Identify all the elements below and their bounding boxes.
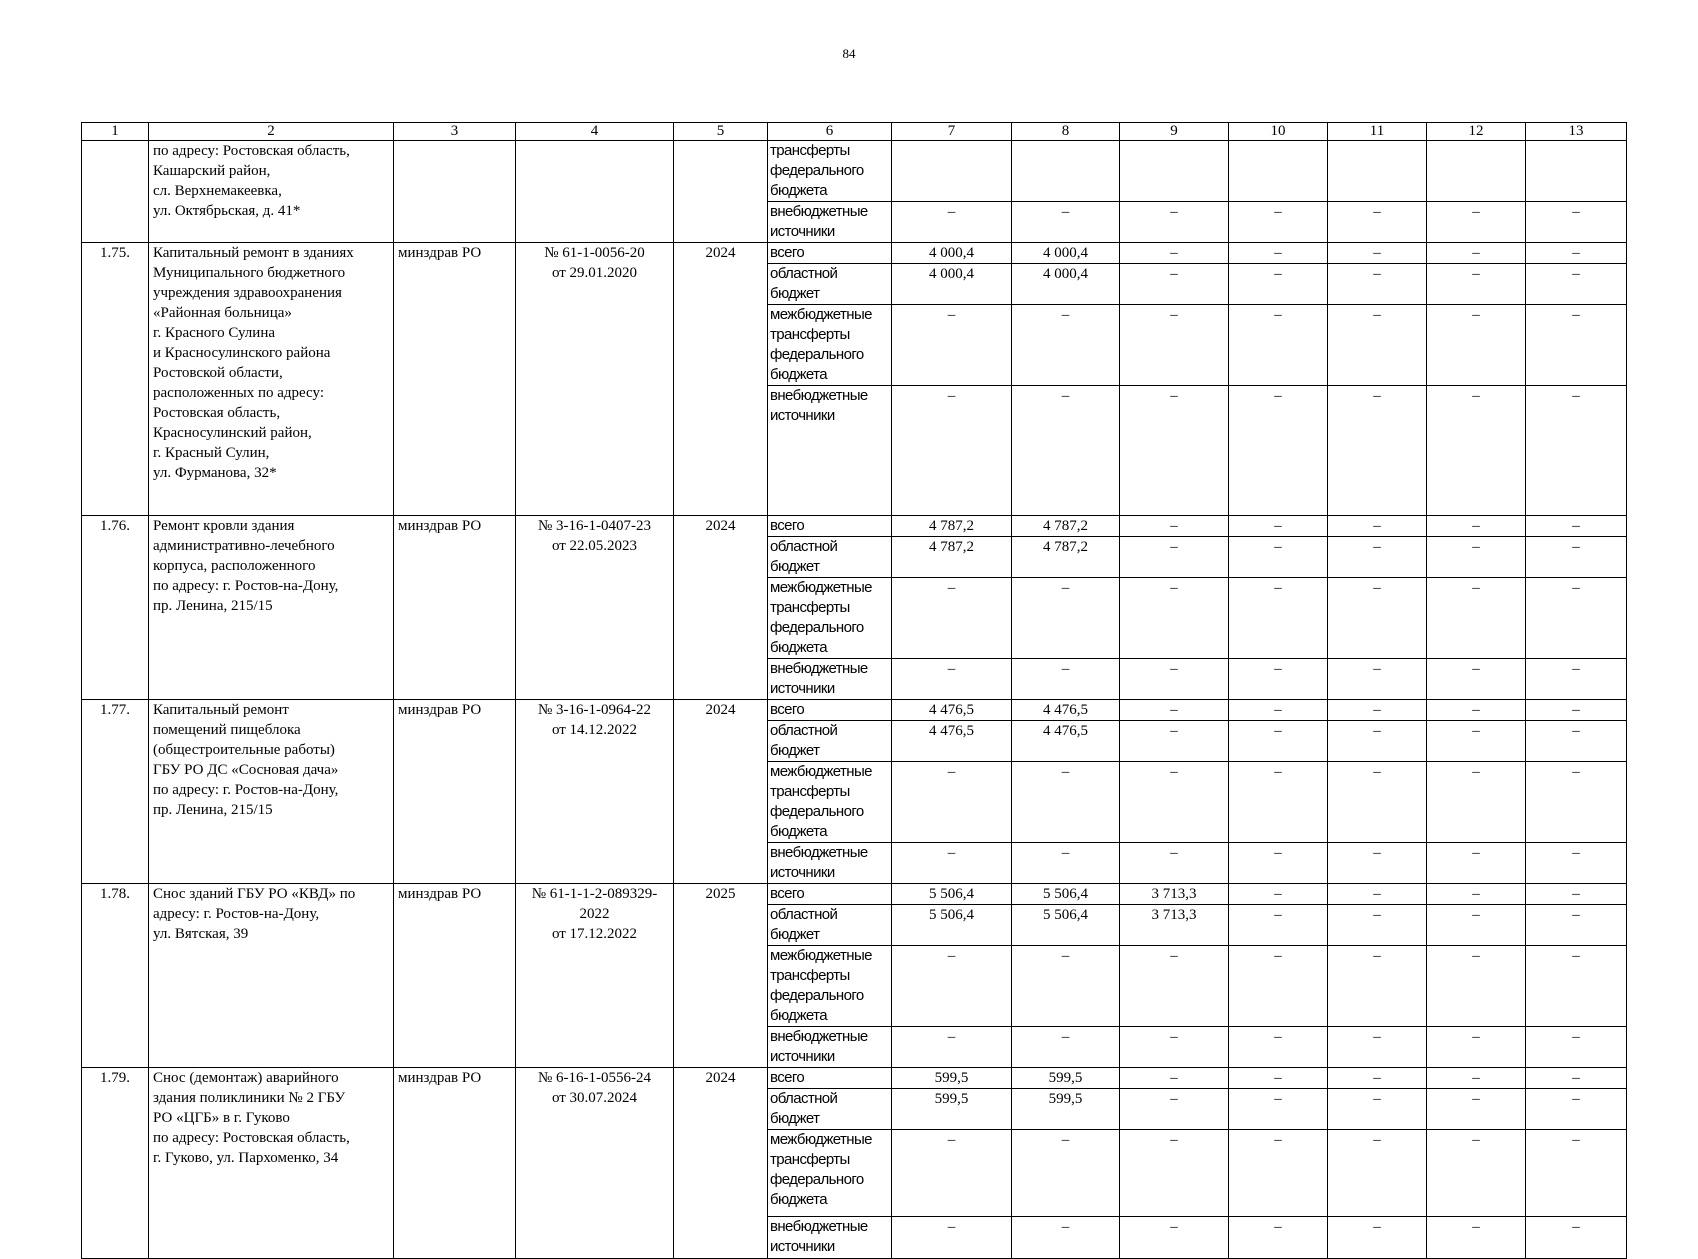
value-cell: 5 506,4 [892, 905, 1012, 946]
value-cell: – [1427, 884, 1526, 905]
value-cell: – [892, 946, 1012, 1027]
value-cell: – [892, 659, 1012, 700]
value-cell: 5 506,4 [892, 884, 1012, 905]
value-cell: – [1526, 243, 1627, 264]
funding-source: всего [768, 516, 892, 537]
value-cell: – [1427, 721, 1526, 762]
table-row [82, 243, 1627, 264]
value-cell: 4 787,2 [892, 516, 1012, 537]
value-cell: – [1328, 202, 1427, 243]
value-cell: – [1229, 1217, 1328, 1259]
value-cell: 4 787,2 [1012, 516, 1120, 537]
value-cell: – [1120, 516, 1229, 537]
value-cell: – [1427, 243, 1526, 264]
value-cell: – [1229, 1089, 1328, 1130]
value-cell: – [1229, 243, 1328, 264]
value-cell: 4 476,5 [1012, 721, 1120, 762]
value-cell: – [1120, 700, 1229, 721]
value-cell: – [1229, 537, 1328, 578]
value-cell [1526, 141, 1627, 202]
value-cell: – [1120, 243, 1229, 264]
value-cell: 4 000,4 [1012, 243, 1120, 264]
value-cell: – [1328, 659, 1427, 700]
funding-source: межбюджетные трансферты федерального бюджета [768, 305, 892, 386]
document-number: № 3-16-1-0964-22 от 14.12.2022 [516, 700, 674, 884]
value-cell: – [1328, 578, 1427, 659]
value-cell: – [1012, 578, 1120, 659]
header-cell: 12 [1427, 123, 1526, 141]
funding-source: всего [768, 700, 892, 721]
object-name: Снос (демонтаж) аварийного здания поликлиники № 2 ГБУ РО «ЦГБ» в г. Гуково по адресу: Ростовская область, г. Гуково, ул. Пархоменко, 34 [149, 1068, 394, 1259]
funding-source: межбюджетные трансферты федерального бюджета [768, 762, 892, 843]
value-cell: – [1328, 843, 1427, 884]
value-cell: – [1012, 202, 1120, 243]
header-cell: 6 [768, 123, 892, 141]
row-number: 1.78. [82, 884, 149, 1068]
object-name: Капитальный ремонт в зданиях Муниципального бюджетного учреждения здравоохранения «Районная больница» г. Красного Сулина и Красносулинского района Ростовской области, расположенных по адресу: Ростовская область, Красносулинский район, г. Красный Сулин, ул. Фурманова, 32* [149, 243, 394, 516]
funding-source: внебюджетные источники [768, 386, 892, 516]
value-cell: 4 476,5 [892, 700, 1012, 721]
value-cell: – [1229, 1068, 1328, 1089]
header-cell: 1 [82, 123, 149, 141]
value-cell: – [1526, 1089, 1627, 1130]
value-cell: – [892, 305, 1012, 386]
year: 2024 [674, 243, 768, 516]
funding-source: межбюджетные трансферты федерального бюджета [768, 578, 892, 659]
value-cell: – [892, 202, 1012, 243]
value-cell: – [1526, 700, 1627, 721]
value-cell: – [1229, 578, 1328, 659]
value-cell: – [1120, 659, 1229, 700]
value-cell: 4 000,4 [892, 264, 1012, 305]
value-cell: – [1012, 1130, 1120, 1217]
value-cell: – [1328, 537, 1427, 578]
value-cell: – [1120, 578, 1229, 659]
value-cell: – [1229, 202, 1328, 243]
funding-source: внебюджетные источники [768, 1027, 892, 1068]
table-row [82, 516, 1627, 537]
object-name: Снос зданий ГБУ РО «КВД» по адресу: г. Ростов-на-Дону, ул. Вятская, 39 [149, 884, 394, 1068]
header-cell: 3 [394, 123, 516, 141]
funding-source: внебюджетные источники [768, 659, 892, 700]
table-row [82, 1068, 1627, 1089]
value-cell: – [1229, 1130, 1328, 1217]
value-cell: – [1229, 386, 1328, 516]
value-cell: – [1526, 386, 1627, 516]
responsible-org: минздрав РО [394, 700, 516, 884]
value-cell: – [1229, 843, 1328, 884]
value-cell: – [1328, 884, 1427, 905]
value-cell: – [1328, 1027, 1427, 1068]
value-cell: – [1427, 1130, 1526, 1217]
value-cell: – [1012, 946, 1120, 1027]
funding-source: межбюджетные трансферты федерального бюджета [768, 946, 892, 1027]
value-cell: – [1120, 386, 1229, 516]
header-cell: 4 [516, 123, 674, 141]
value-cell: – [1012, 843, 1120, 884]
header-cell: 8 [1012, 123, 1120, 141]
object-name: Капитальный ремонт помещений пищеблока (общестроительные работы) ГБУ РО ДС «Сосновая дача» по адресу: г. Ростов-на-Дону, пр. Ленина, 215/15 [149, 700, 394, 884]
value-cell: – [1120, 1217, 1229, 1259]
funding-source: межбюджетные трансферты федерального бюджета [768, 1130, 892, 1217]
value-cell: – [1328, 1130, 1427, 1217]
header-row [82, 123, 1627, 141]
value-cell: – [1120, 537, 1229, 578]
value-cell: – [1427, 1217, 1526, 1259]
value-cell: – [1427, 946, 1526, 1027]
value-cell: – [1328, 386, 1427, 516]
value-cell: – [1012, 1027, 1120, 1068]
value-cell: – [1229, 946, 1328, 1027]
value-cell: 3 713,3 [1120, 884, 1229, 905]
budget-table [81, 122, 1627, 1259]
funding-source: всего [768, 243, 892, 264]
value-cell: – [1427, 1089, 1526, 1130]
table-row [82, 884, 1627, 905]
responsible-org: минздрав РО [394, 243, 516, 516]
row-number: 1.77. [82, 700, 149, 884]
value-cell: – [1328, 1068, 1427, 1089]
value-cell: – [1328, 721, 1427, 762]
page-number: 84 [842, 46, 856, 61]
value-cell: – [1427, 762, 1526, 843]
value-cell: – [1229, 721, 1328, 762]
value-cell: – [1120, 1130, 1229, 1217]
value-cell: – [1526, 659, 1627, 700]
header-cell: 11 [1328, 123, 1427, 141]
value-cell: – [1012, 1217, 1120, 1259]
value-cell: – [1526, 721, 1627, 762]
funding-source: областной бюджет [768, 264, 892, 305]
value-cell: – [1526, 537, 1627, 578]
value-cell: – [892, 386, 1012, 516]
document-number: № 61-1-0056-20 от 29.01.2020 [516, 243, 674, 516]
value-cell: – [1526, 1217, 1627, 1259]
document-number [516, 141, 674, 243]
value-cell: – [1526, 1130, 1627, 1217]
value-cell: – [1427, 202, 1526, 243]
funding-source: областной бюджет [768, 537, 892, 578]
value-cell: – [1229, 516, 1328, 537]
value-cell: – [1120, 202, 1229, 243]
value-cell: – [1526, 905, 1627, 946]
value-cell: – [892, 1217, 1012, 1259]
header-cell: 13 [1526, 123, 1627, 141]
year: 2025 [674, 884, 768, 1068]
document-number: № 6-16-1-0556-24 от 30.07.2024 [516, 1068, 674, 1259]
funding-source: областной бюджет [768, 721, 892, 762]
value-cell: – [1427, 386, 1526, 516]
value-cell: – [1328, 1217, 1427, 1259]
value-cell: – [1229, 884, 1328, 905]
value-cell: – [1328, 516, 1427, 537]
value-cell: 4 787,2 [892, 537, 1012, 578]
value-cell: 5 506,4 [1012, 884, 1120, 905]
value-cell: – [1526, 305, 1627, 386]
value-cell [1328, 141, 1427, 202]
value-cell: – [1328, 762, 1427, 843]
value-cell: – [1120, 946, 1229, 1027]
responsible-org [394, 141, 516, 243]
value-cell: 4 476,5 [892, 721, 1012, 762]
value-cell: – [1120, 721, 1229, 762]
value-cell: – [1012, 305, 1120, 386]
value-cell: 599,5 [892, 1068, 1012, 1089]
value-cell: – [1427, 905, 1526, 946]
row-number [82, 141, 149, 243]
value-cell: – [892, 1027, 1012, 1068]
value-cell: – [1526, 578, 1627, 659]
value-cell: – [1427, 537, 1526, 578]
value-cell: – [1120, 762, 1229, 843]
value-cell: – [1328, 305, 1427, 386]
value-cell: – [1427, 1027, 1526, 1068]
value-cell: 4 787,2 [1012, 537, 1120, 578]
header-cell: 2 [149, 123, 394, 141]
value-cell: – [1526, 1068, 1627, 1089]
value-cell: – [1012, 659, 1120, 700]
value-cell: – [1328, 1089, 1427, 1130]
value-cell: – [1427, 659, 1526, 700]
value-cell: – [1120, 1089, 1229, 1130]
responsible-org: минздрав РО [394, 516, 516, 700]
value-cell: – [1012, 386, 1120, 516]
row-number: 1.79. [82, 1068, 149, 1259]
value-cell: – [1328, 946, 1427, 1027]
value-cell: – [1120, 1027, 1229, 1068]
value-cell: – [1120, 264, 1229, 305]
value-cell: – [1229, 700, 1328, 721]
value-cell [1427, 141, 1526, 202]
header-cell: 9 [1120, 123, 1229, 141]
value-cell: – [1328, 905, 1427, 946]
value-cell: 3 713,3 [1120, 905, 1229, 946]
year [674, 141, 768, 243]
header-cell: 10 [1229, 123, 1328, 141]
value-cell: – [1120, 843, 1229, 884]
value-cell: – [1120, 305, 1229, 386]
value-cell: – [892, 1130, 1012, 1217]
value-cell: 4 000,4 [1012, 264, 1120, 305]
value-cell: – [1229, 762, 1328, 843]
value-cell: 4 476,5 [1012, 700, 1120, 721]
year: 2024 [674, 516, 768, 700]
row-number: 1.75. [82, 243, 149, 516]
value-cell: – [1427, 843, 1526, 884]
funding-source: областной бюджет [768, 905, 892, 946]
value-cell: – [1328, 243, 1427, 264]
value-cell: 4 000,4 [892, 243, 1012, 264]
value-cell: – [1427, 516, 1526, 537]
header-cell: 7 [892, 123, 1012, 141]
object-name: по адресу: Ростовская область, Кашарский район, сл. Верхнемакеевка, ул. Октябрьская, д. 41* [149, 141, 394, 243]
value-cell: – [1229, 305, 1328, 386]
year: 2024 [674, 1068, 768, 1259]
header-cell: 5 [674, 123, 768, 141]
document-number: № 3-16-1-0407-23 от 22.05.2023 [516, 516, 674, 700]
value-cell: – [1526, 202, 1627, 243]
value-cell: – [892, 762, 1012, 843]
value-cell: – [1229, 905, 1328, 946]
value-cell: – [1526, 264, 1627, 305]
funding-source: всего [768, 884, 892, 905]
value-cell: – [1427, 264, 1526, 305]
value-cell: – [1526, 884, 1627, 905]
responsible-org: минздрав РО [394, 1068, 516, 1259]
value-cell: – [1427, 700, 1526, 721]
funding-source: внебюджетные источники [768, 202, 892, 243]
year: 2024 [674, 700, 768, 884]
funding-source: трансферты федерального бюджета [768, 141, 892, 202]
value-cell: – [1427, 1068, 1526, 1089]
value-cell: – [1229, 264, 1328, 305]
funding-source: всего [768, 1068, 892, 1089]
funding-source: внебюджетные источники [768, 843, 892, 884]
funding-source: областной бюджет [768, 1089, 892, 1130]
object-name: Ремонт кровли здания административно-лечебного корпуса, расположенного по адресу: г. Ростов-на-Дону, пр. Ленина, 215/15 [149, 516, 394, 700]
value-cell: – [1526, 762, 1627, 843]
row-number: 1.76. [82, 516, 149, 700]
value-cell [1012, 141, 1120, 202]
value-cell: 599,5 [1012, 1068, 1120, 1089]
value-cell: 599,5 [1012, 1089, 1120, 1130]
value-cell: 5 506,4 [1012, 905, 1120, 946]
value-cell [892, 141, 1012, 202]
document-number: № 61-1-1-2-089329- 2022 от 17.12.2022 [516, 884, 674, 1068]
value-cell: – [892, 843, 1012, 884]
responsible-org: минздрав РО [394, 884, 516, 1068]
value-cell: – [1526, 1027, 1627, 1068]
funding-source: внебюджетные источники [768, 1217, 892, 1259]
value-cell: – [1526, 516, 1627, 537]
value-cell: – [1427, 305, 1526, 386]
value-cell: 599,5 [892, 1089, 1012, 1130]
value-cell [1120, 141, 1229, 202]
value-cell: – [1526, 843, 1627, 884]
value-cell: – [1328, 264, 1427, 305]
value-cell [1229, 141, 1328, 202]
value-cell: – [892, 578, 1012, 659]
value-cell: – [1229, 659, 1328, 700]
value-cell: – [1526, 946, 1627, 1027]
value-cell: – [1229, 1027, 1328, 1068]
table-row [82, 700, 1627, 721]
value-cell: – [1012, 762, 1120, 843]
value-cell: – [1427, 578, 1526, 659]
value-cell: – [1120, 1068, 1229, 1089]
value-cell: – [1328, 700, 1427, 721]
table-row [82, 141, 1627, 202]
